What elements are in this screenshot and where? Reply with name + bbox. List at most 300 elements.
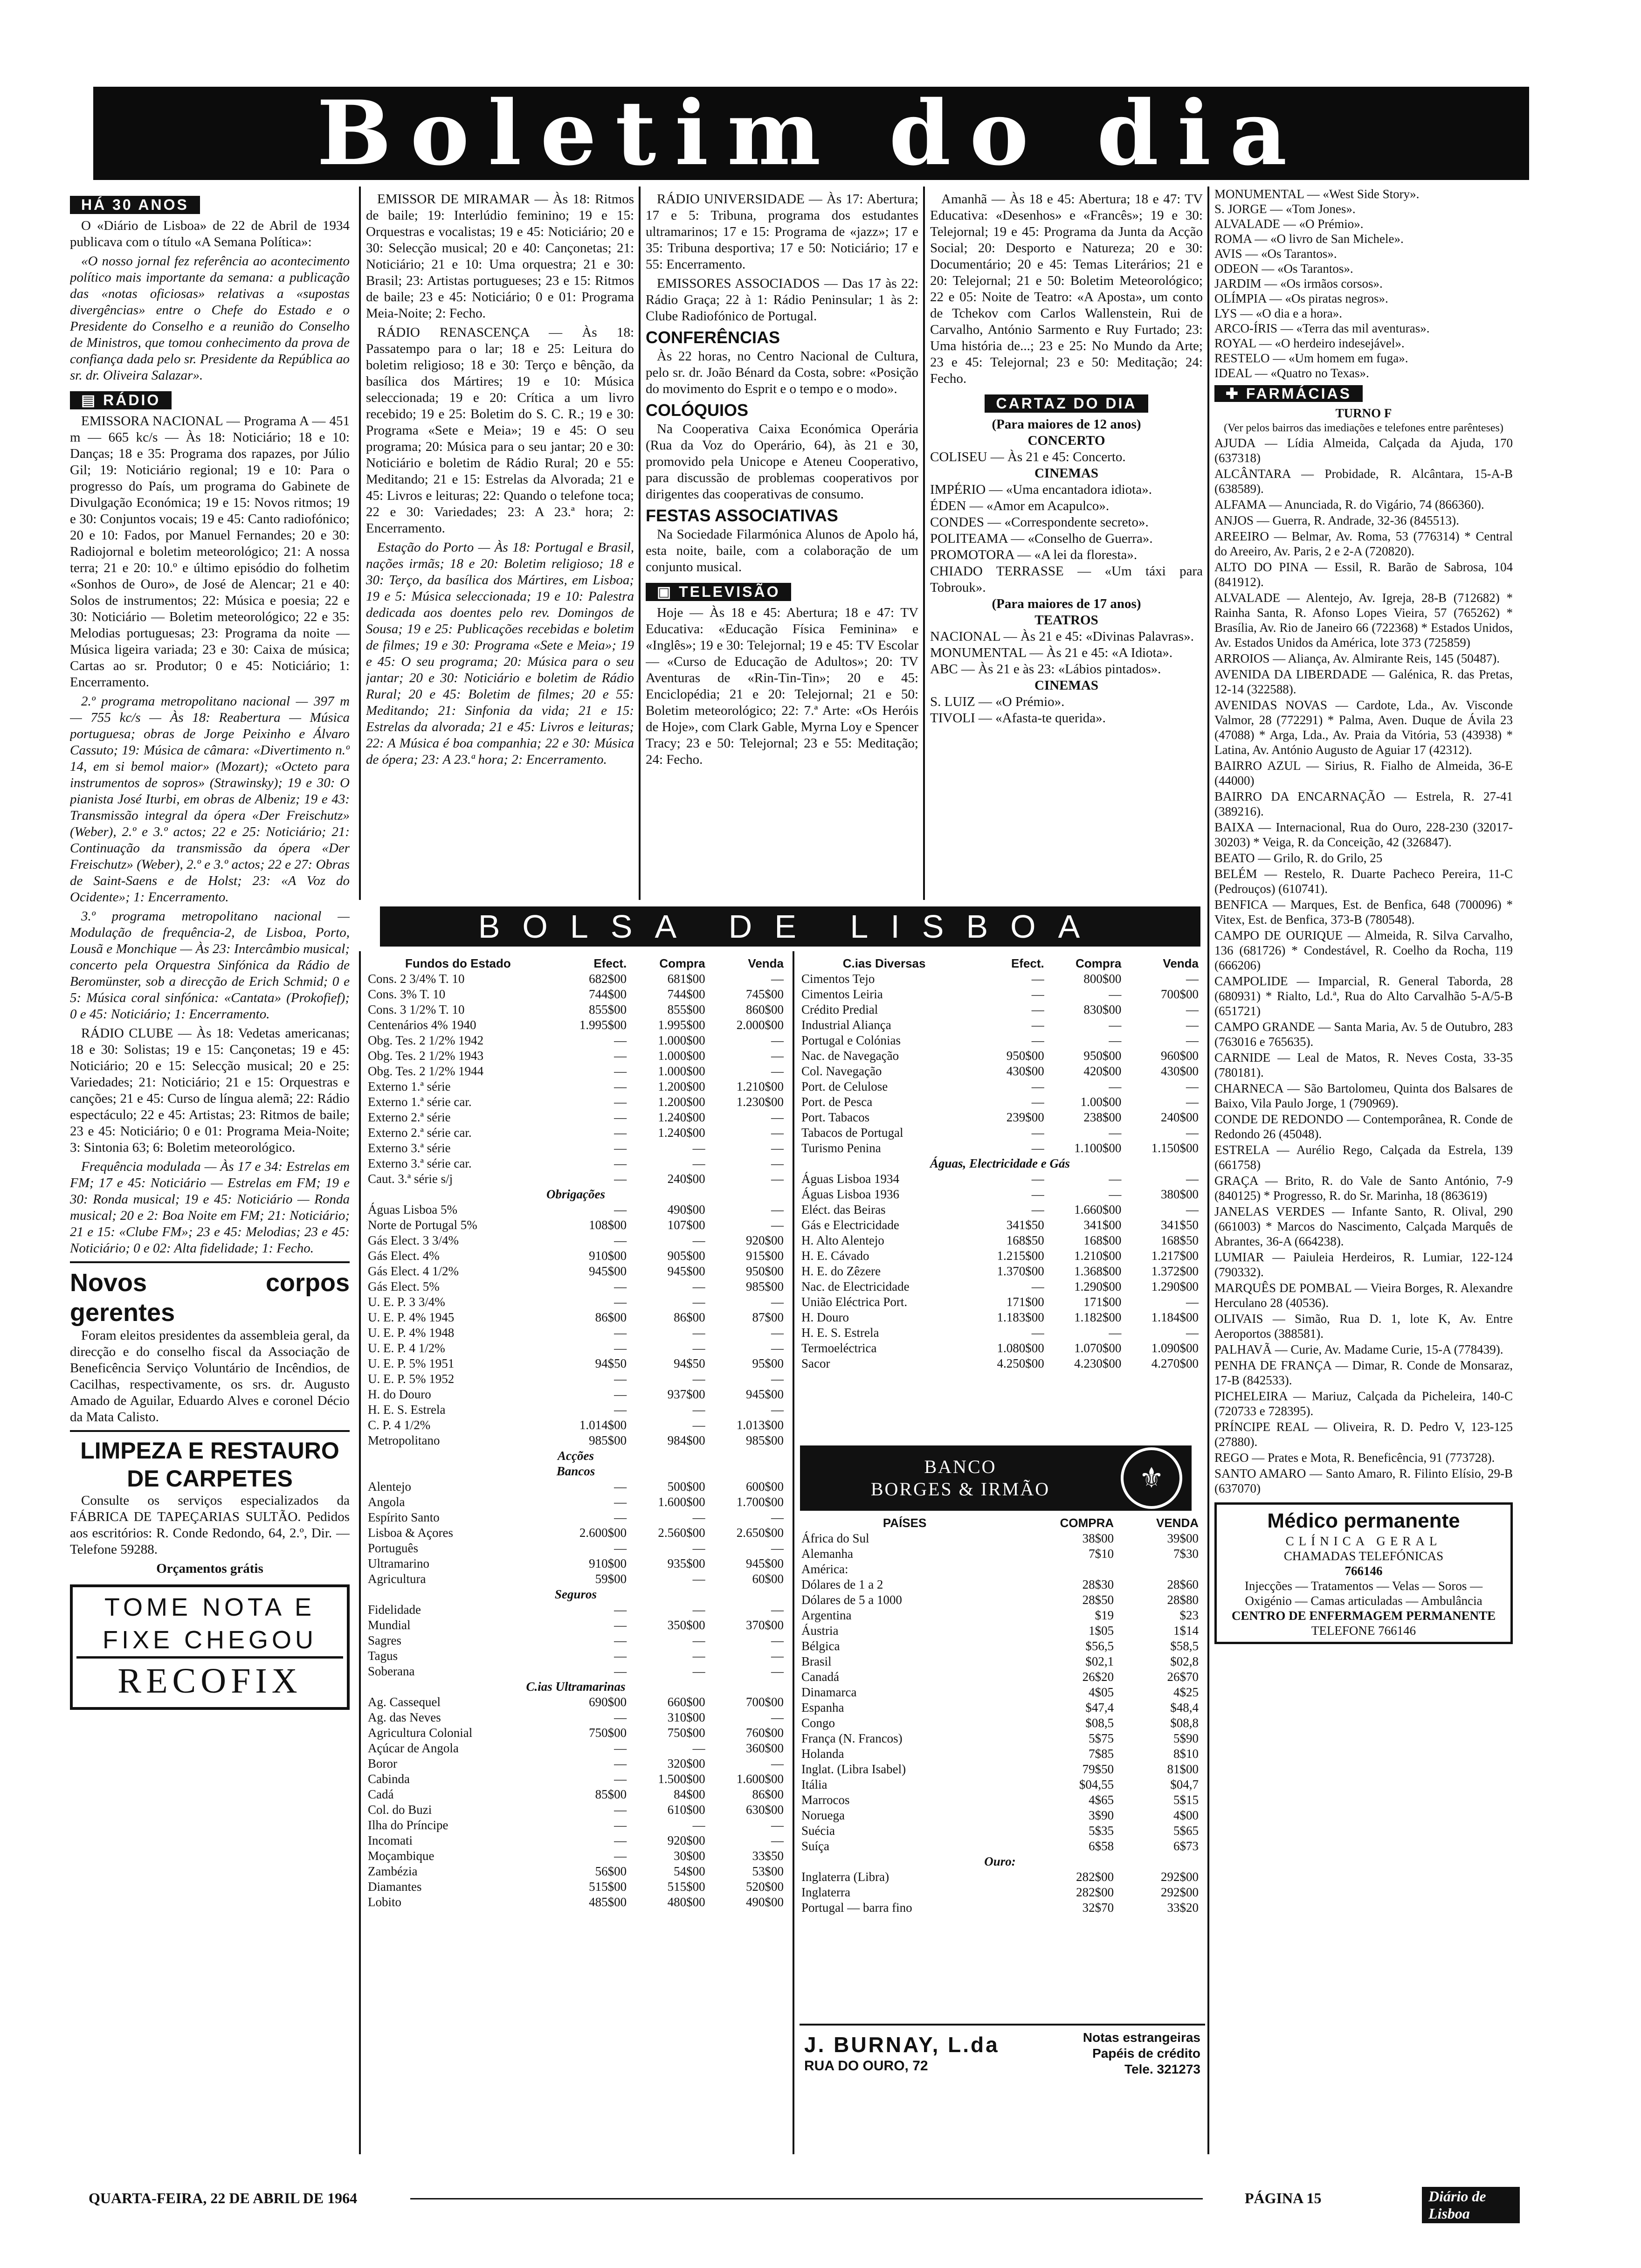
row-value: 107$00	[667, 1218, 705, 1232]
table-row	[800, 1654, 1200, 1669]
row-label: Áustria	[801, 1624, 839, 1638]
row-value: 1.995$00	[579, 1018, 627, 1032]
row-label: H. E. Cávado	[801, 1249, 869, 1263]
table-row	[366, 1002, 786, 1017]
table-row	[800, 1762, 1200, 1777]
row-value: 4$65	[1089, 1793, 1114, 1807]
table-row	[800, 1048, 1200, 1064]
cinema-item: ARCO-ÍRIS — «Terra das mil aventuras».	[1214, 321, 1430, 335]
row-label: Cadá	[368, 1787, 394, 1801]
table-row	[800, 1792, 1200, 1808]
teatro-item: NACIONAL — Às 21 e 45: «Divinas Palavras».	[930, 629, 1194, 644]
row-label: Espanha	[801, 1701, 844, 1715]
row-value: 4.250$00	[997, 1356, 1044, 1370]
row-label: Marrocos	[801, 1793, 850, 1807]
row-label: Cons. 3 1/2% T. 10	[368, 1003, 465, 1016]
cinema-list	[1214, 187, 1513, 380]
row-value: —	[771, 1110, 784, 1124]
row-value: 320$00	[667, 1756, 705, 1770]
row-value: COMPRA	[1060, 1516, 1114, 1530]
radio-2programa: 2.º programa metropolitano nacional — 397 m — 755 kc/s — Às 18: Reabertura — Música portuguesa; obras de Jorge Peixinho e Álvaro Cassuto; 19: Música de câmara: «Divertimento n.º 14, em si bemol maior» (Mozart); «Octeto para instrumentos de sopros» (Strawinsky); 19 e 30: O pianista José Iturbi, em obras de Albeniz; 19 e 43: Transmissão integral da ópera «Der Freischutz» (Weber), 2.º e 3.º actos; 22 e 25: Noticiário; 21: Continuação da transmissão da ópera «Der Freischutz» (Weber), 2.º e 3.º actos; 22 e 27: Obras de Saint-Saens e de Holst; 23: «A Voz do Ocidente»; 1: Encerramento.	[70, 694, 350, 905]
quotes-table-right	[800, 956, 1200, 1371]
row-value: —	[614, 1387, 627, 1401]
row-label: Dólares de 1 a 2	[801, 1577, 883, 1591]
row-value: —	[1186, 1203, 1199, 1217]
tv-text: Hoje — Às 18 e 45: Abertura; 18 e 47: TV Educativa: «Educação Física Feminina» e «Inglês»; 19 e 30: Telejornal; 19 e 45: TV Escolar — «Curso de Educação de Adultos»; 20: TV Aventuras de «Rin-Tin-Tin»; 20 e 45: Enciclopédia; 21 e 20: Telejornal; 21 e 50: Boletim meteorológico; 22: 7.ª Arte: «Os Heróis de Hoje», com Clark Gable, Myrna Loy e Spencer Tracy; 23 e 50: Telejornal; 23 e 55: Meditação; 24: Fecho.	[646, 605, 918, 767]
row-label: Nac. de Navegação	[801, 1049, 899, 1063]
table-row	[800, 1187, 1200, 1202]
row-label: Gás Elect. 4 1/2%	[368, 1264, 459, 1278]
table-row	[366, 1418, 786, 1433]
row-value: —	[771, 1818, 784, 1832]
coloq-text: Na Cooperativa Caixa Económica Operária (Rua da Voz do Operário, 64), às 21 e 30, promovido pela Unicope e Ateneu Cooperativo, para discussão de problemas cooperativos por dirigentes das cooperativas de consumo.	[646, 422, 918, 502]
row-value: —	[1109, 1187, 1122, 1201]
table-row	[366, 1279, 786, 1294]
row-value: 860$00	[746, 1003, 784, 1016]
row-value: 905$00	[667, 1249, 705, 1263]
cinema-item: MONUMENTAL — «West Side Story».	[1214, 187, 1420, 201]
row-value: 38$00	[1082, 1531, 1114, 1545]
farmacia-item: BAIXA — Internacional, Rua do Ouro, 228-230 (32017-30203) * Veiga, R. da Conceição, 42 (326847).	[1214, 820, 1513, 849]
ha30-label: HÁ 30 ANOS	[70, 196, 200, 214]
row-value: —	[1186, 1095, 1199, 1109]
row-label: Agricultura	[368, 1572, 426, 1586]
teatro-item: MONUMENTAL — Às 21 e 45: «A Idiota».	[930, 645, 1173, 660]
row-value: $19	[1095, 1608, 1114, 1622]
row-value: —	[1109, 1126, 1122, 1140]
row-value: 1$05	[1089, 1624, 1114, 1638]
farmacia-item: GRAÇA — Brito, R. do Vale de Santo António, 7-9 (840125) * Progresso, R. do Sr. Marinha, 18 (863619)	[1214, 1174, 1513, 1203]
table-row	[800, 1731, 1200, 1746]
row-value: —	[771, 1326, 784, 1340]
table-row	[366, 1387, 786, 1402]
row-value: —	[614, 1633, 627, 1647]
row-value: 33$20	[1167, 1901, 1199, 1915]
row-value: 1.00$00	[1080, 1095, 1122, 1109]
farmacia-item: ALFAMA — Anunciada, R. do Vigário, 74 (866360).	[1214, 498, 1484, 512]
table-row	[800, 1141, 1200, 1156]
table-row	[366, 1787, 786, 1802]
row-value: 1.372$00	[1151, 1264, 1199, 1278]
row-value: —	[614, 1156, 627, 1170]
farmacia-item: MARQUÊS DE POMBAL — Vieira Borges, R. Alexandre Herculano 28 (40536).	[1214, 1281, 1513, 1310]
row-value: —	[614, 1110, 627, 1124]
row-value: Efect.	[593, 956, 627, 970]
row-label: Bélgica	[801, 1639, 840, 1653]
farmacia-item: PICHELEIRA — Mariuz, Calçada da Picheleira, 140-C (720733 e 728395).	[1214, 1389, 1513, 1418]
bank-seal-icon: ⚜	[1121, 1447, 1182, 1509]
table-row	[800, 1171, 1200, 1187]
table-row	[366, 1694, 786, 1710]
cinema-item: POLITEAMA — «Conselho de Guerra».	[930, 531, 1153, 546]
row-value: —	[692, 1341, 705, 1355]
row-label: Gás Elect. 5%	[368, 1279, 440, 1293]
row-value: 360$00	[746, 1741, 784, 1755]
row-value: —	[692, 1603, 705, 1617]
farmacia-item: PRÍNCIPE REAL — Oliveira, R. D. Pedro V, 123-125 (27880).	[1214, 1420, 1513, 1449]
cinemas-heading: CINEMAS	[1034, 466, 1098, 481]
tv-icon: ▣	[657, 583, 679, 600]
farmacias-label: ✚ FARMÁCIAS	[1214, 385, 1363, 402]
row-value: 56$00	[595, 1864, 627, 1878]
row-value: —	[614, 1172, 627, 1186]
table-row	[800, 1110, 1200, 1125]
row-value: —	[614, 1295, 627, 1309]
row-value: —	[771, 1664, 784, 1678]
row-value: Efect.	[1011, 956, 1044, 970]
row-value: 1.070$00	[1074, 1341, 1122, 1355]
table-row	[366, 1525, 786, 1541]
row-value: —	[771, 1172, 784, 1186]
table-row	[800, 1094, 1200, 1110]
row-value: 520$00	[746, 1880, 784, 1894]
row-value: —	[692, 1818, 705, 1832]
row-value: 341$50	[1006, 1218, 1044, 1232]
row-value: —	[614, 1741, 627, 1755]
row-value: $48,4	[1170, 1701, 1199, 1715]
row-value: —	[614, 1756, 627, 1770]
row-value: 239$00	[1006, 1110, 1044, 1124]
row-value: 85$00	[595, 1787, 627, 1801]
row-label: Dinamarca	[801, 1685, 857, 1699]
festas-title: FESTAS ASSOCIATIVAS	[646, 506, 838, 525]
row-value: 700$00	[746, 1695, 784, 1709]
row-label: Port. de Pesca	[801, 1095, 873, 1109]
row-value: —	[1186, 972, 1199, 986]
row-value: Venda	[748, 956, 784, 970]
table-row	[800, 971, 1200, 987]
row-value: —	[771, 1141, 784, 1155]
row-label: H. E. S. Estrela	[368, 1403, 446, 1417]
row-value: 7$30	[1173, 1547, 1199, 1561]
row-value: 420$00	[1083, 1064, 1122, 1078]
row-label: Gás Elect. 3 3/4%	[368, 1233, 459, 1247]
row-value: 3$90	[1089, 1808, 1114, 1822]
row-value: —	[1109, 1018, 1122, 1032]
row-value: 515$00	[589, 1880, 627, 1894]
table-row	[800, 1279, 1200, 1294]
row-value: 1.200$00	[658, 1095, 705, 1109]
row-value: 5$15	[1173, 1793, 1199, 1807]
cambios	[800, 1515, 1205, 2019]
section-heading: Acções	[558, 1449, 594, 1463]
novos-text: Foram eleitos presidentes da assembleia geral, da direcção e do conselho fiscal da Associação de Beneficência Serviço Voluntário de Incêndios, de Cacilhas, respectivamente, os srs. dr. Augusto Amado de Aguilar, Eduardo Alves e coronel Décio da Mata Calisto.	[70, 1328, 350, 1424]
table-row	[800, 1202, 1200, 1217]
medico-tel: TELEFONE 766146	[1311, 1624, 1416, 1638]
cinema-item: CONDES — «Correspondente secreto».	[930, 515, 1149, 530]
row-label: Termoeléctrica	[801, 1341, 877, 1355]
row-value: 945$00	[667, 1264, 705, 1278]
table-row	[366, 1033, 786, 1048]
row-value: 94$50	[674, 1356, 705, 1370]
row-label: Externo 2.ª série	[368, 1110, 451, 1124]
table-row	[366, 1310, 786, 1325]
row-label: Obg. Tes. 2 1/2% 1943	[368, 1049, 484, 1063]
table-row	[800, 987, 1200, 1002]
table-row	[800, 1248, 1200, 1264]
row-value: 490$00	[746, 1895, 784, 1909]
row-label: Metropolitano	[368, 1433, 440, 1447]
row-value: 490$00	[667, 1203, 705, 1217]
farmacia-item: JANELAS VERDES — Infante Santo, R. Olival, 290 (661003) * Marcos do Nascimento, Calçada Marquês de Abrantes, 36-A (664238).	[1214, 1204, 1513, 1248]
farmacia-item: ALVALADE — Alentejo, Av. Igreja, 28-B (712682) * Rainha Santa, R. Afonso Lopes Vieira, 57 (765262) * Brasília, Av. Rio de Janeiro 66 (722368) * Estados Unidos, Av. Estados Unidos da América, lote 373 (725859)	[1214, 591, 1513, 650]
row-value: 2.600$00	[579, 1526, 627, 1540]
cinema-item: AVIS — «Os Tarantos».	[1214, 247, 1337, 261]
row-value: 1.600$00	[736, 1772, 784, 1786]
row-label: Açúcar de Angola	[368, 1741, 459, 1755]
row-value: 630$00	[746, 1803, 784, 1817]
row-value: Compra	[1076, 956, 1122, 970]
row-label: Itália	[801, 1777, 827, 1791]
row-value: 610$00	[667, 1803, 705, 1817]
row-value: 4.270$00	[1151, 1356, 1199, 1370]
row-value: 1$14	[1173, 1624, 1199, 1638]
maiores12: (Para maiores de 12 anos)	[992, 417, 1141, 432]
row-value: 168$50	[1006, 1233, 1044, 1247]
row-label: Brasil	[801, 1654, 832, 1668]
row-value: 380$00	[1161, 1187, 1199, 1201]
row-value: —	[692, 1279, 705, 1293]
row-value: —	[1031, 1326, 1044, 1340]
row-value: 682$00	[589, 972, 627, 986]
row-value: —	[771, 1756, 784, 1770]
row-value: 310$00	[667, 1710, 705, 1724]
row-value: —	[771, 1372, 784, 1386]
row-value: —	[771, 1633, 784, 1647]
row-value: —	[614, 1233, 627, 1247]
section-heading: C.ias Ultramarinas	[526, 1680, 626, 1694]
limpeza-foot: Orçamentos grátis	[156, 1561, 263, 1576]
row-value: —	[1109, 987, 1122, 1001]
row-value: 33$50	[752, 1849, 784, 1863]
row-value: 700$00	[1161, 987, 1199, 1001]
header-row	[800, 1515, 1200, 1531]
row-value: 171$00	[1083, 1295, 1122, 1309]
table-row	[366, 1864, 786, 1879]
novos-title: Novos corpos gerentes	[70, 1269, 350, 1327]
row-value: 485$00	[589, 1895, 627, 1909]
row-label: Eléct. das Beiras	[801, 1203, 886, 1217]
row-value: $02,8	[1170, 1654, 1199, 1668]
row-label: Argentina	[801, 1608, 852, 1622]
row-value	[1010, 1562, 1116, 1577]
row-value: —	[771, 1341, 784, 1355]
pharmacy-icon: ✚	[1226, 385, 1246, 402]
banco-line1: BANCO	[924, 1456, 997, 1477]
row-value: 2.000$00	[736, 1018, 784, 1032]
farmacia-item: ARROIOS — Aliança, Av. Almirante Reis, 145 (50487).	[1214, 651, 1500, 665]
row-value: —	[1186, 1172, 1199, 1186]
row-label: Diamantes	[368, 1880, 422, 1894]
row-label: América:	[801, 1562, 848, 1576]
table-row	[366, 1233, 786, 1248]
table-row	[366, 1756, 786, 1771]
row-label: Tabacos de Portugal	[801, 1126, 903, 1140]
medico-text: Injecções — Tratamentos — Velas — Soros — Oxigénio — Camas articuladas — Ambulância	[1244, 1579, 1483, 1608]
row-value: —	[771, 1710, 784, 1724]
table-row	[366, 1094, 786, 1110]
row-value: —	[1031, 972, 1044, 986]
row-value: —	[692, 1741, 705, 1755]
row-label: H. Douro	[801, 1310, 849, 1324]
maiores17: (Para maiores de 17 anos)	[992, 596, 1141, 611]
row-value: 39$00	[1167, 1531, 1199, 1545]
medico-line1: CLÍNICA GERAL	[1285, 1534, 1442, 1548]
column-rule	[639, 187, 641, 900]
cinema-item: JARDIM — «Os irmãos corsos».	[1214, 277, 1383, 290]
row-value: 480$00	[667, 1895, 705, 1909]
table-row	[800, 1715, 1200, 1731]
row-value: 950$00	[1083, 1049, 1122, 1063]
row-label: Externo 2.ª série car.	[368, 1126, 472, 1140]
row-label: Mundial	[368, 1618, 411, 1632]
row-value: 945$00	[746, 1556, 784, 1570]
row-label: Portugal e Colónias	[801, 1033, 901, 1047]
row-value: —	[692, 1156, 705, 1170]
table-row	[366, 1017, 786, 1033]
cinema-item: CHIADO TERRASSE — «Um táxi para Tobrouk».	[930, 564, 1203, 595]
farmacia-item: BENFICA — Marques, Est. de Benfica, 648 (700096) * Vitex, Est. de Benfica, 373-B (780548).	[1214, 898, 1513, 927]
row-value: $04,7	[1170, 1777, 1199, 1791]
burnay-address: RUA DO OURO, 72	[804, 2058, 928, 2074]
row-value: 1.000$00	[658, 1049, 705, 1063]
row-label: Col. Navegação	[801, 1064, 882, 1078]
farmacia-item: AJUDA — Lídia Almeida, Calçada da Ajuda, 170 (637318)	[1214, 436, 1513, 465]
row-label: União Eléctrica Port.	[801, 1295, 908, 1309]
column-rule	[793, 951, 794, 2154]
row-value: 7$10	[1089, 1547, 1114, 1561]
row-label: U. E. P. 3 3/4%	[368, 1295, 445, 1309]
row-value: 8$10	[1173, 1747, 1199, 1761]
row-value: 87$00	[752, 1310, 784, 1324]
row-value: 515$00	[667, 1880, 705, 1894]
row-value: —	[1186, 1295, 1199, 1309]
row-value: VENDA	[1156, 1516, 1199, 1530]
row-value: 1.215$00	[997, 1249, 1044, 1263]
row-value: —	[692, 1372, 705, 1386]
coliseu: COLISEU — Às 21 e 45: Concerto.	[930, 449, 1126, 464]
row-value: 1.183$00	[997, 1310, 1044, 1324]
table-row	[366, 1125, 786, 1141]
row-label: H. Alto Alentejo	[801, 1233, 884, 1247]
footer-brand: Diário de Lisboa	[1422, 2187, 1520, 2223]
row-label: Angola	[368, 1495, 405, 1509]
row-value: 108$00	[589, 1218, 627, 1232]
row-value: 292$00	[1161, 1885, 1199, 1899]
farmacia-item: BAIRRO AZUL — Sirius, R. Fialho de Almeida, 36-E (44000)	[1214, 759, 1513, 788]
medico-centro: CENTRO DE ENFERMAGEM PERMANENTE	[1231, 1609, 1496, 1623]
row-label: Incomati	[368, 1833, 413, 1847]
row-value: 168$50	[1161, 1233, 1199, 1247]
table-row	[366, 1879, 786, 1895]
table-row	[800, 1341, 1200, 1356]
radio-emissora: EMISSORA NACIONAL — Programa A — 451 m — 665 kc/s — Às 18: Noticiário; 18 e 10: Danças; 18 e 35: Programa dos rapazes, por Júlio Gil; 19: Noticiário regional; 19 e 10: Para o progresso do País, um programa do Gabinete de Divulgação Económica; 19 e 15: Novos ritmos; 19 e 30: Conjuntos vocais; 19 e 45: Canto radiofónico; 20 e 10: Fados, por Manuel Fernandes; 20 e 30: Radiojornal e boletim meteorológico; 21: A nossa terra; 21 e 20: 10.º e último episódio do folhetim «Sonhos de Ouro», de José de Alencar; 21 e 40: Solos de instrumentos; 22: Música e poesia; 22 e 30: Noticiário — Boletim meteorológico; 22 e 35: Melodias portuguesas; 23: Programa da noite — Música ligeira variada; 23 e 30: Caixa de música; Cartas ao sr. Produtor; 0 e 45: Noticiário; 1: Encerramento.	[70, 414, 350, 690]
divider	[70, 1430, 350, 1432]
table-row	[366, 1064, 786, 1079]
radio-fm: Frequência modulada — Às 17 e 34: Estrelas em FM; 17 e 45: Noticiário — Estrelas em FM; 19 e 30: Ronda musical; 19 e 45: Noticiário — Ronda musical; 20 e 2: Boa Noite em FM; 21: Noticiário; 21 e 15: «Clube FM»; 23 e 45: Melodias; 23 e 45: Noticiário; 0 e 02: Alta fidelidade; 1: Fecho.	[70, 1159, 350, 1256]
table-row	[366, 987, 786, 1002]
table-row	[366, 1248, 786, 1264]
row-value: —	[692, 1541, 705, 1555]
row-value: 1.000$00	[658, 1064, 705, 1078]
farmacia-item: LUMIAR — Paiuleia Herdeiros, R. Lumiar, 122-124 (790332).	[1214, 1250, 1513, 1279]
cinema-item: ROMA — «O livro de San Michele».	[1214, 232, 1404, 246]
table-row	[800, 1294, 1200, 1310]
row-value: —	[614, 1403, 627, 1417]
row-label: Crédito Predial	[801, 1003, 878, 1016]
table-row	[366, 1294, 786, 1310]
row-value: —	[1186, 1326, 1199, 1340]
row-value: —	[1031, 1203, 1044, 1217]
table-row	[366, 1402, 786, 1418]
row-label: U. E. P. 5% 1952	[368, 1372, 455, 1386]
table-row	[800, 1808, 1200, 1823]
row-value: —	[692, 1403, 705, 1417]
row-value: 81$00	[1167, 1762, 1199, 1776]
radio-renascenca: RÁDIO RENASCENÇA — Às 18: Passatempo para o lar; 18 e 25: Leitura do boletim religioso; 18 e 30: Terço e bênção, da basílica dos Mártires; 19 e 10: Música seleccionada; 19 e 20: Crítica a um livro recebido; 19 e 25: Boletim do S. C. R.; 19 e 30: Programa «Sete e Meia»; 19 e 45: O seu programa; 20: Música para o seu jantar; 20 e 30: Noticiário e boletim de Rádio Rural; 20 e 55: Meditando; 21 e 15: Estrelas da Alvorada; 21 e 45: Livros e leituras; 22: Quando o telefone toca; 22 e 30: Variedades; 23: A 23.ª hora; 2: Encerramento.	[366, 325, 634, 536]
row-value: 1.370$00	[997, 1264, 1044, 1278]
row-label: Moçambique	[368, 1849, 434, 1863]
currency-table	[800, 1515, 1200, 1915]
row-value: 950$00	[1006, 1049, 1044, 1063]
row-label: Ag. Cassequel	[368, 1695, 441, 1709]
row-value: 500$00	[667, 1480, 705, 1494]
row-value: 1.240$00	[658, 1126, 705, 1140]
table-row	[366, 1079, 786, 1094]
row-value: 341$00	[1083, 1218, 1122, 1232]
recofix-logo: RECOFIX	[76, 1656, 343, 1703]
row-value: —	[614, 1064, 627, 1078]
row-label: Port. de Celulose	[801, 1079, 888, 1093]
radio-clube: RÁDIO CLUBE — Às 18: Vedetas americanas; 18 e 30: Solistas; 19 e 15: Cançonetas; 19 e 45: Noticiário; 20 e 15: Selecção musical; 20 e 25: Variedades; 21: Noticiário; 21 e 15: Orquestras e canções; 21 e 45: Curso de língua alemã; 22: Rádio espectáculo; 22 e 45: Artistas; 23: Ritmos de baile; 23 e 45: Noticiário; 0 e 01: Programa Meia-Noite; 3: Sintonia 63; 6: Boletim meteorológico.	[70, 1026, 350, 1155]
row-label: Sacor	[801, 1356, 830, 1370]
quotes-table-left	[366, 956, 786, 1910]
row-value: 1.080$00	[997, 1341, 1044, 1355]
row-value: —	[1031, 1079, 1044, 1093]
row-label: Norte de Portugal 5%	[368, 1218, 477, 1232]
row-value: —	[1109, 1172, 1122, 1186]
table-row	[366, 1725, 786, 1741]
row-label: Gás Elect. 4%	[368, 1249, 440, 1263]
teatro-item: ABC — Às 21 e às 23: «Lábios pintados».	[930, 662, 1161, 677]
row-value: 1.100$00	[1074, 1141, 1122, 1155]
row-value: —	[614, 1033, 627, 1047]
row-value: 1.182$00	[1074, 1310, 1122, 1324]
row-value: 681$00	[667, 972, 705, 986]
recofix-line2: FIXE CHEGOU	[102, 1626, 317, 1654]
table-row	[800, 1623, 1200, 1639]
row-value: 5$90	[1173, 1731, 1199, 1745]
row-value: —	[1031, 1018, 1044, 1032]
row-value: 84$00	[674, 1787, 705, 1801]
medico-phone: 766146	[1345, 1564, 1383, 1578]
table-row	[366, 1171, 786, 1187]
row-value: 5$65	[1173, 1824, 1199, 1838]
column-rule	[359, 187, 361, 900]
row-label: U. E. P. 5% 1951	[368, 1356, 455, 1370]
row-value: —	[614, 1818, 627, 1832]
row-label: Gás e Electricidade	[801, 1218, 899, 1232]
table-row	[800, 1033, 1200, 1048]
row-value: —	[1031, 1141, 1044, 1155]
row-value: —	[692, 1572, 705, 1586]
row-value: 960$00	[1161, 1049, 1199, 1063]
table-row	[366, 1556, 786, 1571]
table-row	[800, 1700, 1200, 1715]
footer	[84, 2188, 1520, 2222]
section-heading: Águas, Electricidade e Gás	[930, 1156, 1070, 1170]
row-value: —	[1031, 987, 1044, 1001]
